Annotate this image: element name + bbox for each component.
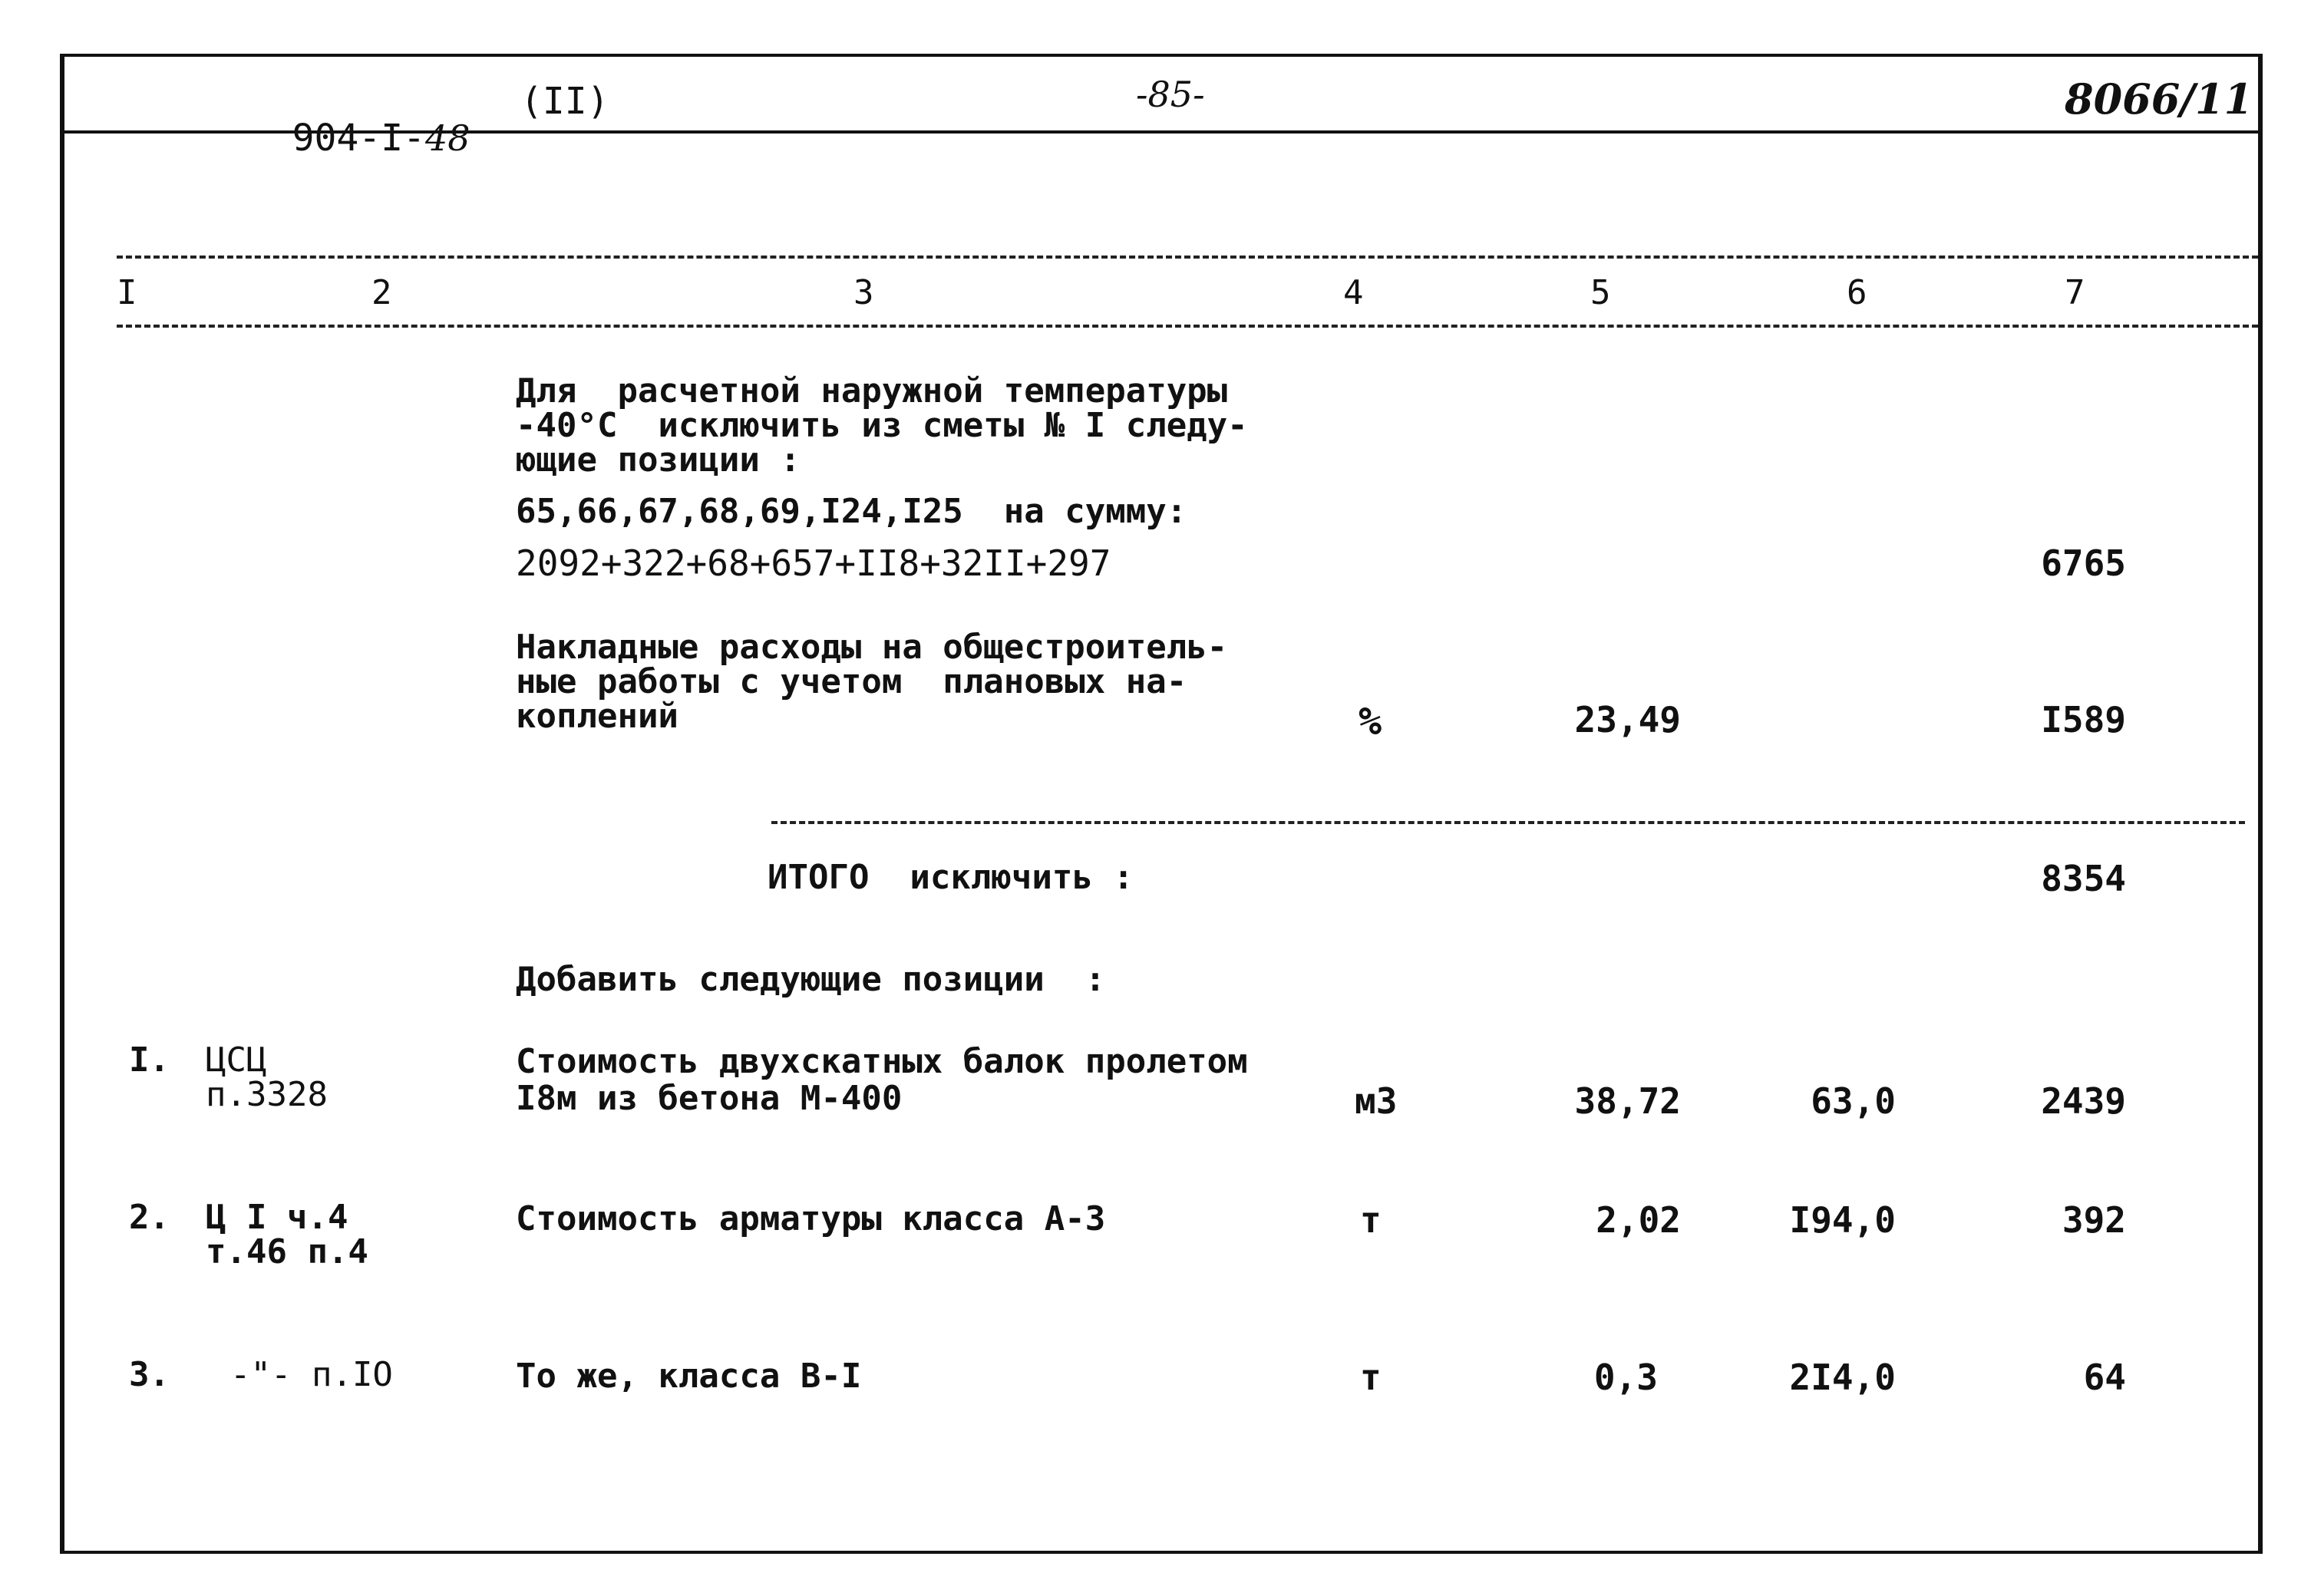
row-3-unit-price: 2I4,0	[1789, 1357, 1896, 1398]
document-code-prefix: 904-I-	[292, 117, 425, 160]
row-2-unit-price: I94,0	[1789, 1199, 1896, 1241]
row-2-total: 392	[2062, 1199, 2126, 1241]
overhead-line-1: Накладные расходы на общестроитель-	[516, 628, 1228, 667]
column-number-2: 2	[371, 273, 392, 312]
document-number: 8066/11	[2065, 74, 2253, 124]
overhead-value: I589	[2041, 699, 2126, 740]
total-exclude-label: ИТОГО исключить :	[768, 858, 1134, 897]
row-3-unit: т	[1360, 1357, 1382, 1398]
row-2-description-line-1: Стоимость арматуры класса А-3	[516, 1199, 1106, 1238]
row-3-total: 64	[2083, 1357, 2126, 1398]
column-header-bottom-dash	[117, 325, 2258, 328]
row-2-reference-line-2: т.46 п.4	[206, 1232, 368, 1271]
exclude-intro-line-2: -40°С исключить из сметы № I следу-	[516, 406, 1248, 445]
row-1-reference-line-1: ЦСЦ	[206, 1040, 267, 1080]
row-3-number: 3.	[129, 1355, 170, 1394]
overhead-line-3: коплений	[516, 697, 678, 736]
exclude-intro-line-3: ющие позиции :	[516, 440, 801, 480]
total-exclude-value: 8354	[2041, 858, 2126, 899]
overhead-unit: %	[1359, 699, 1382, 744]
document-code	[203, 83, 470, 193]
row-1-description-line-2: I8м из бетона М-400	[516, 1079, 903, 1118]
row-1-quantity: 38,72	[1574, 1080, 1681, 1122]
exclude-intro-line-1: Для расчетной наружной температуры	[516, 371, 1228, 411]
row-2-number: 2.	[129, 1198, 170, 1237]
excluded-positions: 65,66,67,68,69,I24,I25 на сумму:	[516, 492, 1187, 531]
row-2-quantity: 2,02	[1596, 1199, 1681, 1241]
column-number-4: 4	[1343, 273, 1364, 312]
column-number-5: 5	[1590, 273, 1611, 312]
row-1-reference-line-2: п.3328	[206, 1075, 328, 1114]
page-number: -85-	[1136, 74, 1205, 115]
overhead-line-2: ные работы с учетом плановых на-	[516, 662, 1187, 701]
column-number-6: 6	[1847, 273, 1867, 312]
column-number-7: 7	[2065, 273, 2085, 312]
row-2-unit: т	[1360, 1199, 1382, 1241]
row-1-number: I.	[129, 1040, 170, 1080]
row-1-unit-price: 63,0	[1811, 1080, 1896, 1122]
column-number-3: 3	[853, 273, 874, 312]
column-header-top-dash	[117, 256, 2258, 259]
row-3-reference-line-1: -"- п.IO	[230, 1355, 393, 1394]
document-code-handwritten: 48	[424, 117, 470, 159]
row-3-quantity: 0,3	[1593, 1357, 1658, 1398]
row-2-reference-line-1: Ц I ч.4	[206, 1198, 348, 1237]
row-3-description-line-1: То же, класса В-I	[516, 1357, 862, 1396]
row-1-total: 2439	[2041, 1080, 2126, 1122]
total-separator-dash	[771, 821, 2245, 824]
overhead-rate: 23,49	[1574, 699, 1681, 740]
excluded-sum-expression: 2092+322+68+657+II8+32II+297	[516, 542, 1111, 584]
row-1-unit: м3	[1355, 1080, 1398, 1122]
part-number: (II)	[520, 80, 609, 123]
row-1-description-line-1: Стоимость двухскатных балок пролетом	[516, 1042, 1248, 1081]
add-positions-heading: Добавить следующие позиции :	[516, 960, 1106, 999]
column-number-1: I	[117, 273, 137, 312]
excluded-sum-value: 6765	[2041, 542, 2126, 584]
